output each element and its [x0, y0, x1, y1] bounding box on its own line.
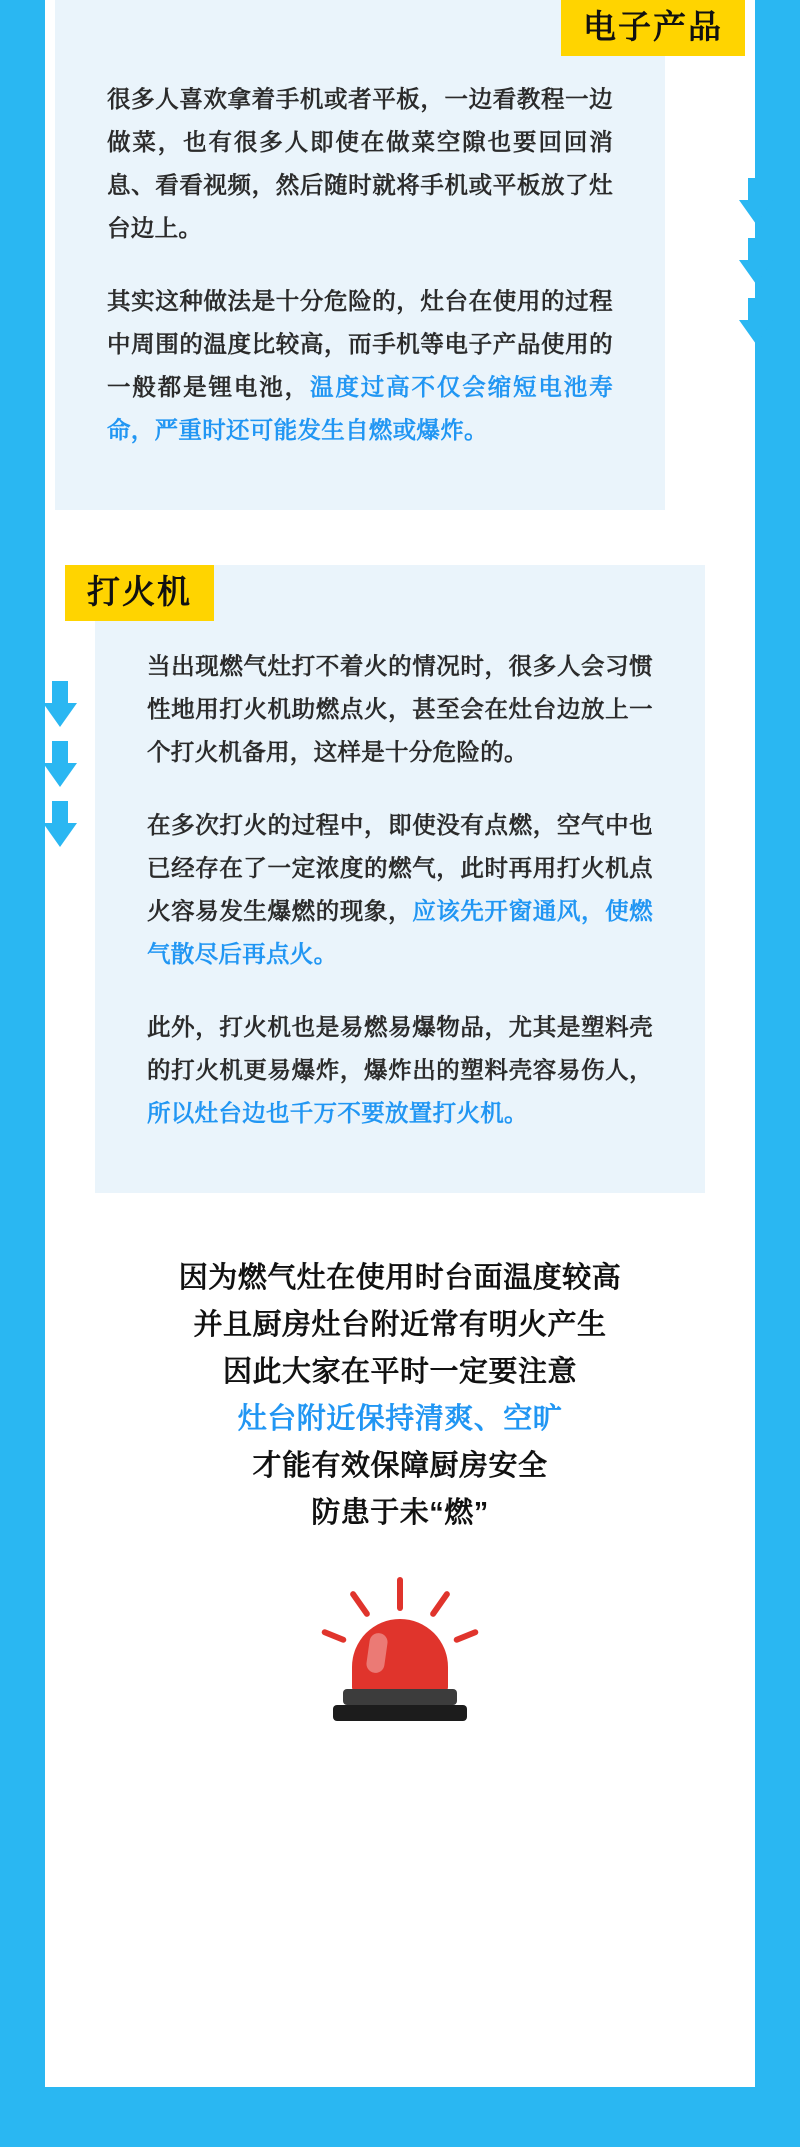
section-lighter-tag: 打火机	[65, 565, 214, 621]
section-electronics-tag: 电子产品	[561, 0, 745, 56]
section-lighter-tag-wrap	[65, 565, 214, 621]
paragraph	[147, 1006, 653, 1135]
section-lighter-arrows	[43, 681, 77, 861]
content-container	[45, 0, 755, 1727]
paragraph	[147, 645, 653, 774]
paragraph-text: 此外，打火机也是易燃易爆物品，尤其是塑料壳的打火机更易爆炸，爆炸出的塑料壳容易伤人，	[147, 1014, 653, 1083]
paragraph-text: 在多次打火的过程中，即使没有点燃，空气中也已经存在了一定浓度的燃气，此时再用打火机点火容易发生爆燃的现象，	[147, 812, 653, 924]
section-electronics-panel	[55, 0, 665, 510]
alarm-siren-icon	[305, 1577, 495, 1727]
down-arrow-icon	[43, 801, 77, 847]
section-electronics-tag-wrap	[561, 0, 745, 56]
section-electronics-arrows	[739, 178, 773, 358]
closing-line: 防患于未“燃”	[311, 1497, 489, 1529]
closing-block	[45, 1255, 755, 1537]
section-lighter-panel	[95, 565, 705, 1193]
paragraph-highlight: 应该先开窗通风，使燃气散尽后再点火。	[147, 898, 653, 967]
section-electronics	[45, 0, 755, 510]
closing-line-highlight: 灶台附近保持清爽、空旷	[237, 1403, 563, 1435]
section-lighter	[45, 565, 755, 1193]
paragraph-text: 其实这种做法是十分危险的，灶台在使用的过程中周围的温度比较高，而手机等电子产品使用的一般都是锂电池，	[107, 288, 613, 400]
paragraph	[107, 280, 613, 452]
illustration-wrap	[45, 1577, 755, 1727]
paragraph-highlight: 温度过高不仅会缩短电池寿命，严重时还可能发生自燃或爆炸。	[107, 374, 613, 443]
down-arrow-icon	[739, 298, 773, 344]
down-arrow-icon	[43, 681, 77, 727]
paragraph-text: 很多人喜欢拿着手机或者平板，一边看教程一边做菜，也有很多人即使在做菜空隙也要回回消息、看看视频，然后随时就将手机或平板放了灶台边上。	[107, 86, 613, 241]
down-arrow-icon	[43, 741, 77, 787]
down-arrow-icon	[739, 178, 773, 224]
closing-line: 因为燃气灶在使用时台面温度较高	[178, 1262, 622, 1294]
down-arrow-icon	[739, 238, 773, 284]
closing-line: 因此大家在平时一定要注意	[222, 1356, 577, 1388]
paragraph-text: 当出现燃气灶打不着火的情况时，很多人会习惯性地用打火机助燃点火，甚至会在灶台边放上一个打火机备用，这样是十分危险的。	[147, 653, 653, 765]
paragraph	[147, 804, 653, 976]
closing-line: 并且厨房灶台附近常有明火产生	[193, 1309, 607, 1341]
paragraph	[107, 78, 613, 250]
closing-line: 才能有效保障厨房安全	[252, 1450, 548, 1482]
paragraph-highlight: 所以灶台边也千万不要放置打火机。	[147, 1100, 528, 1126]
